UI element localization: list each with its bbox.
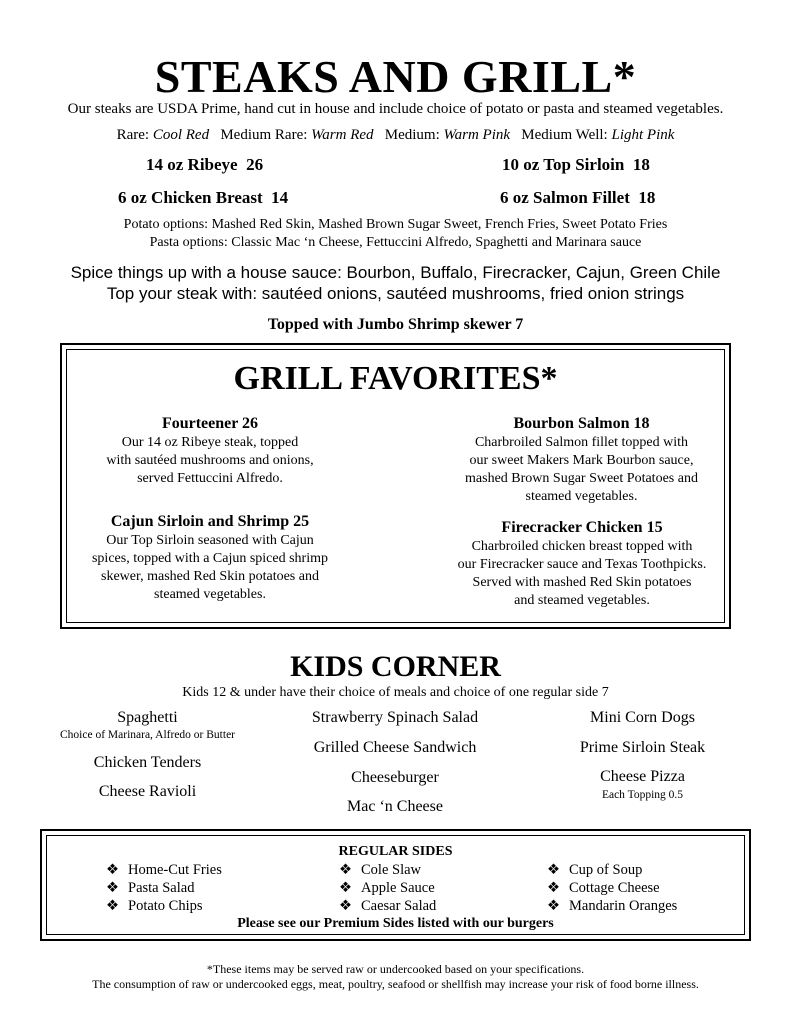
side-item: ❖ Caesar Salad — [339, 898, 437, 914]
grill-item-title: Bourbon Salmon 18 — [513, 415, 650, 432]
premium-sides-note: Please see our Premium Sides listed with our burgers — [237, 916, 554, 931]
sides-column — [547, 861, 677, 915]
steak-item: 6 oz Salmon Fillet 18 — [500, 188, 656, 207]
pasta-options: Pasta options: Classic Mac ‘n Cheese, Fettuccini Alfredo, Spaghetti and Marinara sauce — [149, 235, 642, 250]
kids-subtitle: Kids 12 & under have their choice of meals and choice of one regular side 7 — [182, 685, 609, 700]
topping-line: Top your steak with: sautéed onions, sautéed mushrooms, fried onion strings — [106, 284, 685, 303]
grill-title: GRILL FAVORITES* — [233, 360, 558, 397]
steak-item: 14 oz Ribeye 26 — [146, 155, 264, 174]
sauce-line: Spice things up with a house sauce: Bourbon, Buffalo, Firecracker, Cajun, Green Chile — [70, 263, 721, 282]
doneness-label: Medium: — [384, 127, 440, 143]
grill-item-title: Fourteener 26 — [161, 415, 259, 432]
doneness-value: Light Pink — [611, 127, 675, 143]
kids-item-note: Each Topping 0.5 — [601, 789, 684, 801]
kids-item: Spaghetti — [117, 709, 178, 726]
steak-item: 10 oz Top Sirloin 18 — [502, 155, 650, 174]
side-item: ❖ Cottage Cheese — [547, 880, 660, 896]
kids-item-note: Choice of Marinara, Alfredo or Butter — [60, 729, 235, 741]
side-item: ❖ Potato Chips — [106, 898, 203, 914]
side-item: ❖ Cup of Soup — [547, 862, 643, 878]
sides-title: REGULAR SIDES — [338, 844, 453, 859]
kids-item: Strawberry Spinach Salad — [311, 709, 479, 726]
kids-item: Mac ‘n Cheese — [347, 798, 443, 815]
doneness-line — [0, 127, 791, 144]
kids-item: Chicken Tenders — [93, 754, 202, 771]
kids-item: Cheese Ravioli — [98, 783, 197, 800]
steaks-title: STEAKS AND GRILL* — [154, 51, 637, 102]
potato-options: Potato options: Mashed Red Skin, Mashed Brown Sugar Sweet, French Fries, Sweet Potato Fries — [123, 217, 668, 232]
doneness-value: Warm Red — [311, 127, 374, 143]
side-item: ❖ Mandarin Oranges — [547, 898, 678, 914]
shrimp-line: Topped with Jumbo Shrimp skewer 7 — [267, 316, 524, 333]
sides-column — [106, 861, 222, 915]
doneness-label: Medium Rare: — [220, 127, 308, 143]
kids-title: KIDS CORNER — [290, 650, 501, 683]
side-item: ❖ Apple Sauce — [339, 880, 435, 896]
grill-item: Bourbon Salmon 18 Charbroiled Salmon fillet topped with our sweet Makers Mark Bourbon sauce, mashed Brown Sugar Sweet Potatoes and steamed vegetables. — [440, 414, 723, 506]
doneness-value: Warm Pink — [443, 127, 511, 143]
grill-item-title: Cajun Sirloin and Shrimp 25 — [110, 513, 310, 530]
grill-item-title: Firecracker Chicken 15 — [501, 519, 663, 536]
footer-warning: The consumption of raw or undercooked eggs, meat, poultry, seafood or shellfish may increase your risk of food borne illness. — [92, 977, 699, 991]
steaks-intro: Our steaks are USDA Prime, hand cut in house and include choice of potato or pasta and steamed vegetables. — [67, 101, 724, 117]
kids-item: Grilled Cheese Sandwich — [313, 739, 477, 756]
doneness-value: Cool Red — [152, 127, 210, 143]
steak-item: 6 oz Chicken Breast 14 — [118, 188, 289, 207]
side-item: ❖ Pasta Salad — [106, 880, 195, 896]
kids-item: Cheeseburger — [351, 769, 439, 786]
doneness-label: Medium Well: — [521, 127, 608, 143]
footer-disclaimer: *These items may be served raw or undercooked based on your specifications. — [206, 962, 585, 976]
side-item: ❖ Cole Slaw — [339, 862, 422, 878]
grill-item: Fourteener 26 Our 14 oz Ribeye steak, topped with sautéed mushrooms and onions, served Fettuccini Alfredo. — [84, 414, 336, 488]
grill-item: Cajun Sirloin and Shrimp 25 Our Top Sirloin seasoned with Cajun spices, topped with a Cajun spiced shrimp skewer, mashed Red Skin potatoes and steamed vegetables. — [74, 512, 346, 604]
kids-item: Mini Corn Dogs — [590, 709, 695, 726]
doneness-label: Rare: — [116, 127, 150, 143]
kids-item: Prime Sirloin Steak — [579, 739, 706, 756]
kids-item: Cheese Pizza — [600, 768, 685, 785]
side-item: ❖ Home-Cut Fries — [106, 862, 222, 878]
sides-column — [339, 861, 436, 915]
grill-item: Firecracker Chicken 15 Charbroiled chicken breast topped with our Firecracker sauce and Texas Toothpicks. Served with mashed Red Skin potatoes and steamed vegetables. — [432, 518, 732, 610]
